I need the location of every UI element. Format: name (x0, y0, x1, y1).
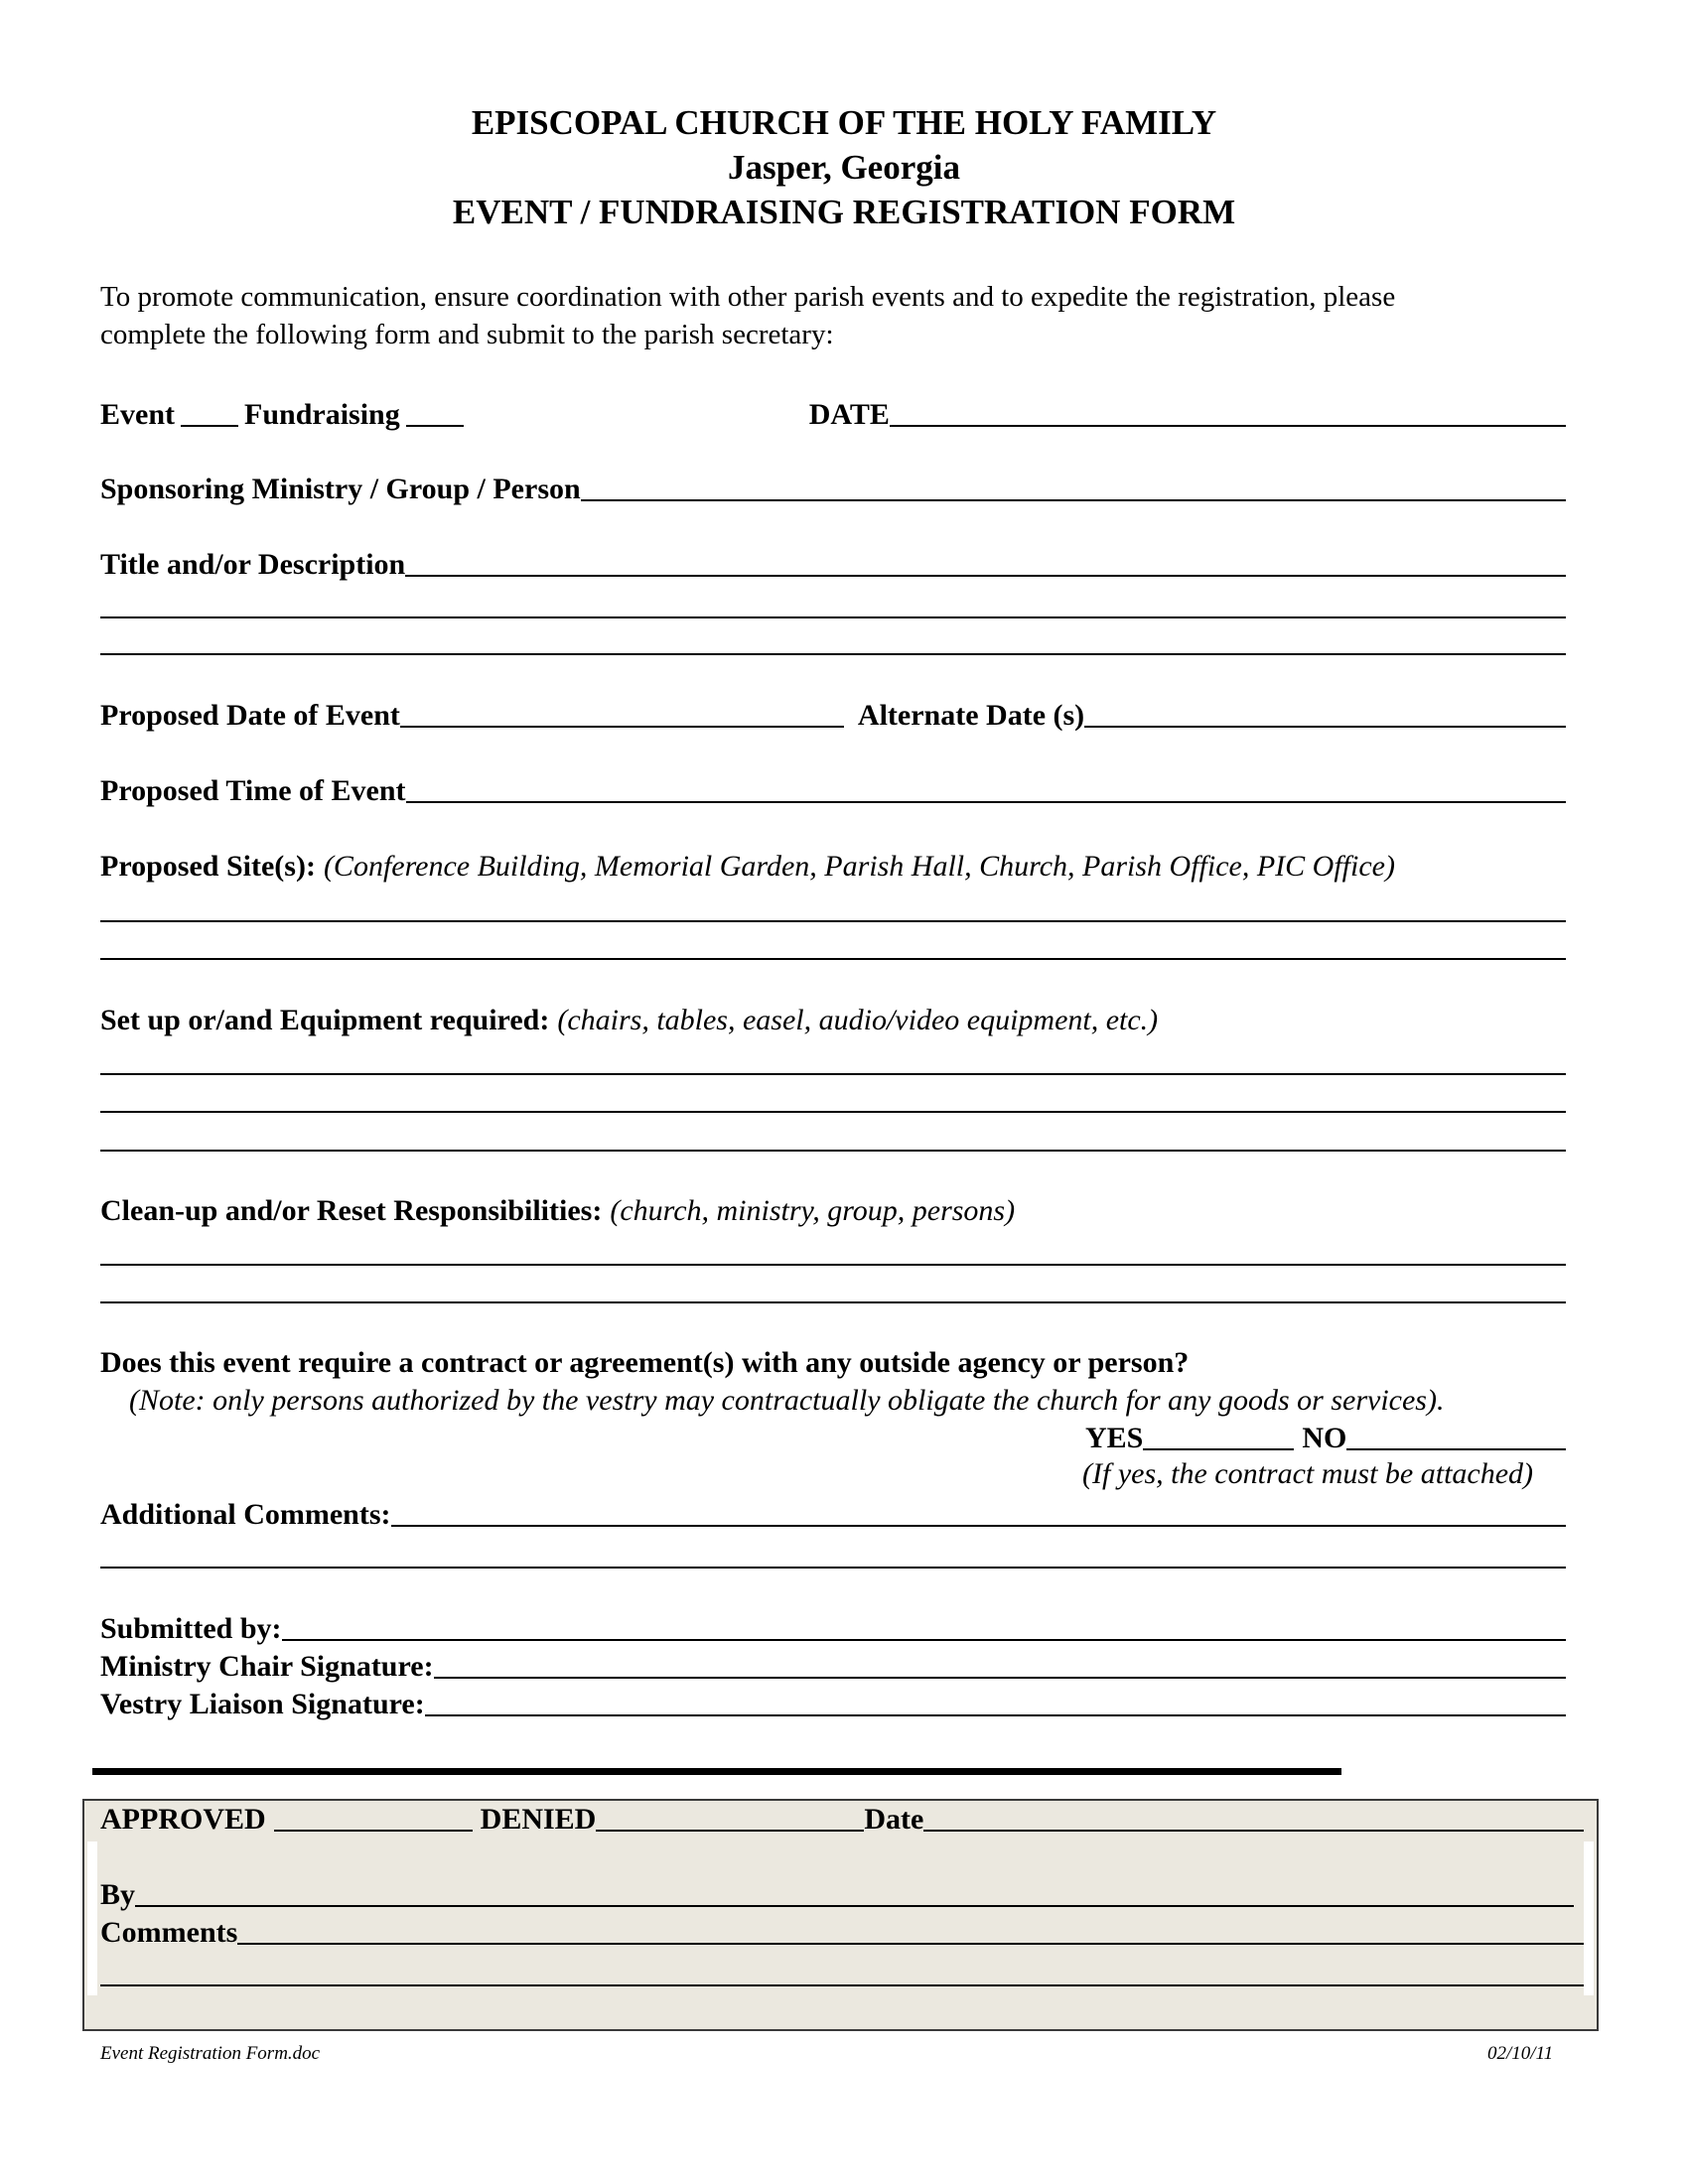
setup-label: Set up or/and Equipment required: (100, 1004, 550, 1036)
proposed-sites-label: Proposed Site(s): (100, 850, 316, 883)
alternate-date-label: Alternate Date (s) (857, 699, 1085, 732)
intro-line-1: To promote communication, ensure coordination with other parish events and to expedite the registration, please (100, 281, 1396, 313)
submitted-by-label: Submitted by: (100, 1612, 282, 1645)
approved-by-field[interactable] (135, 1905, 1574, 1907)
ministry-chair-row (100, 1644, 1566, 1684)
approval-comments-field[interactable] (237, 1943, 1584, 1945)
footer-revision-date: 02/10/11 (1487, 2043, 1554, 2064)
setup-row (100, 998, 1566, 1037)
section-divider (92, 1768, 1341, 1775)
vestry-liaison-label: Vestry Liaison Signature: (100, 1688, 425, 1720)
approved-label: APPROVED (100, 1803, 266, 1836)
proposed-date-row (100, 693, 1566, 733)
alternate-date-field[interactable] (1084, 726, 1566, 728)
event-label: Event (100, 398, 175, 431)
church-location: Jasper, Georgia (728, 148, 960, 187)
title-description-row (100, 542, 1566, 582)
proposed-date-label: Proposed Date of Event (100, 699, 400, 732)
yes-field[interactable] (1143, 1448, 1294, 1450)
cleanup-row (100, 1188, 1566, 1228)
footer-filename: Event Registration Form.doc (100, 2043, 321, 2064)
submitted-by-field[interactable] (282, 1639, 1566, 1641)
sponsoring-row (100, 467, 1566, 506)
setup-line-1[interactable] (100, 1073, 1566, 1075)
approval-date-label: Date (864, 1803, 924, 1836)
fundraising-checkbox-blank[interactable] (406, 425, 464, 427)
title-description-field[interactable] (405, 575, 1566, 577)
event-checkbox-blank[interactable] (181, 425, 238, 427)
cleanup-hint: (church, ministry, group, persons) (610, 1194, 1016, 1227)
approved-by-row (100, 1872, 1574, 1912)
approved-field[interactable] (274, 1830, 473, 1832)
ministry-chair-signature-field[interactable] (434, 1677, 1566, 1679)
vestry-liaison-row (100, 1682, 1566, 1721)
approval-date-field[interactable] (923, 1830, 1584, 1832)
intro-line-2: complete the following form and submit to the parish secretary: (100, 319, 834, 350)
contract-note: (Note: only persons authorized by the vestry may contractually obligate the church for any goods or services). (129, 1384, 1445, 1417)
church-name: EPISCOPAL CHURCH OF THE HOLY FAMILY (471, 103, 1217, 142)
submitted-by-row (100, 1606, 1566, 1646)
setup-line-3[interactable] (100, 1150, 1566, 1152)
contract-question: Does this event require a contract or agreement(s) with any outside agency or person? (100, 1346, 1190, 1379)
approval-box-right-strip (1584, 1842, 1594, 1995)
contract-attach-note: (If yes, the contract must be attached) (1082, 1457, 1534, 1490)
proposed-time-row (100, 768, 1566, 808)
date-label: DATE (808, 398, 890, 431)
setup-hint: (chairs, tables, easel, audio/video equipment, etc.) (557, 1004, 1159, 1036)
additional-comments-line-2[interactable] (100, 1567, 1566, 1569)
proposed-sites-line-2[interactable] (100, 958, 1566, 960)
sponsoring-field[interactable] (581, 499, 1566, 501)
title-description-label: Title and/or Description (100, 548, 406, 581)
by-label: By (100, 1878, 136, 1911)
approval-comments-label: Comments (100, 1916, 238, 1949)
proposed-sites-row (100, 844, 1566, 884)
contract-note-row (129, 1378, 1599, 1418)
proposed-time-field[interactable] (406, 801, 1566, 803)
proposed-time-label: Proposed Time of Event (100, 774, 406, 807)
proposed-date-field[interactable] (400, 726, 844, 728)
title-description-line-3[interactable] (100, 653, 1566, 655)
approval-status-row (100, 1797, 1584, 1837)
proposed-sites-line-1[interactable] (100, 920, 1566, 922)
event-type-row (100, 392, 1566, 432)
approval-box-left-strip (87, 1842, 97, 1995)
ministry-chair-label: Ministry Chair Signature: (100, 1650, 434, 1683)
additional-comments-label: Additional Comments: (100, 1498, 391, 1531)
approval-box (82, 1799, 1599, 2031)
sponsoring-label: Sponsoring Ministry / Group / Person (100, 473, 581, 505)
yes-no-row (1085, 1416, 1566, 1455)
denied-label: DENIED (480, 1803, 597, 1836)
contract-question-row (100, 1340, 1566, 1380)
yes-label: YES (1085, 1422, 1144, 1454)
approval-comments-row (100, 1910, 1584, 1950)
no-field[interactable] (1346, 1448, 1566, 1450)
fundraising-label: Fundraising (244, 398, 400, 431)
cleanup-line-1[interactable] (100, 1264, 1566, 1266)
setup-line-2[interactable] (100, 1111, 1566, 1113)
no-label: NO (1302, 1422, 1347, 1454)
date-field[interactable] (890, 425, 1566, 427)
contract-attach-row (1082, 1451, 1599, 1491)
proposed-sites-hint: (Conference Building, Memorial Garden, Parish Hall, Church, Parish Office, PIC Office) (323, 850, 1395, 883)
additional-comments-row (100, 1492, 1566, 1532)
denied-field[interactable] (596, 1830, 864, 1832)
additional-comments-field[interactable] (391, 1525, 1566, 1527)
form-title: EVENT / FUNDRAISING REGISTRATION FORM (452, 193, 1236, 231)
cleanup-line-2[interactable] (100, 1301, 1566, 1303)
approval-comments-line-2[interactable] (100, 1984, 1584, 1986)
title-description-line-2[interactable] (100, 616, 1566, 618)
cleanup-label: Clean-up and/or Reset Responsibilities: (100, 1194, 603, 1227)
vestry-liaison-signature-field[interactable] (425, 1714, 1566, 1716)
